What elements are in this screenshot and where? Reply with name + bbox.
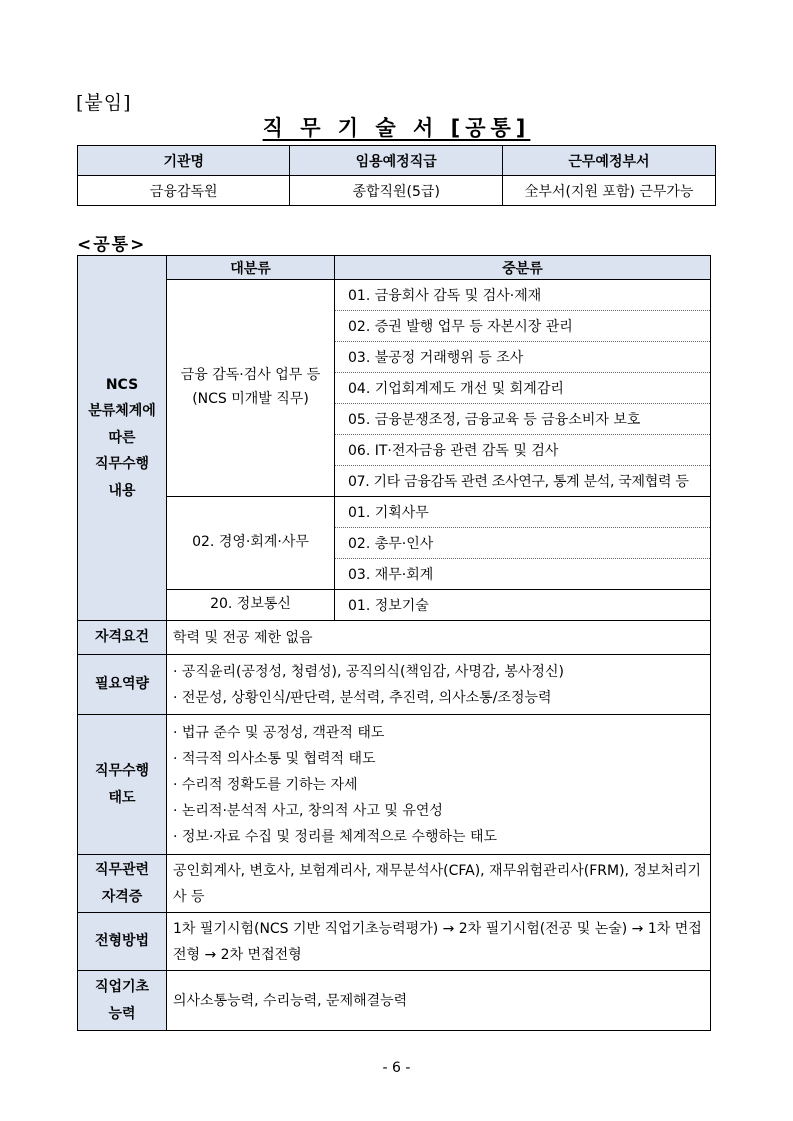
- attitude-item: · 적극적 의사소통 및 협력적 태도: [173, 750, 376, 767]
- mid-category: 03. 불공정 거래행위 등 조사: [335, 342, 711, 373]
- summary-table: [77, 145, 716, 206]
- major-category-1: 금융 감독·검사 업무 등 (NCS 미개발 직무): [167, 280, 335, 497]
- mid-category: 07. 기타 금융감독 관련 조사연구, 통계 분석, 국제협력 등: [335, 466, 711, 497]
- mid-category: 02. 증권 발행 업무 등 자본시장 관리: [335, 311, 711, 342]
- attitude-item: · 법규 준수 및 공정성, 객관적 태도: [173, 724, 385, 741]
- certificates-text: 공인회계사, 변호사, 보험계리사, 재무분석사(CFA), 재무위험관리사(FRM), 정보처리기사 등: [167, 855, 711, 913]
- mid-category: 02. 총무·인사: [335, 528, 711, 559]
- mid-category: 05. 금융분쟁조정, 금융교육 등 금융소비자 보호: [335, 404, 711, 435]
- qualification-label: 자격요건: [78, 621, 167, 655]
- attitude-item: · 정보·자료 수집 및 정리를 체계적으로 수행하는 태도: [173, 828, 498, 845]
- mid-category: 01. 금융회사 감독 및 검사·제재: [335, 280, 711, 311]
- summary-header-dept: 근무예정부서: [502, 146, 715, 176]
- qualification-text: 학력 및 전공 제한 없음: [167, 621, 711, 655]
- attitude-list: [167, 715, 711, 855]
- attitude-item: · 수리적 정확도를 기하는 자세: [173, 776, 358, 793]
- mid-category: 04. 기업회계제도 개선 및 회계감리: [335, 373, 711, 404]
- basic-ability-text: 의사소통능력, 수리능력, 문제해결능력: [167, 971, 711, 1031]
- major-category-3: 20. 정보통신: [167, 590, 335, 621]
- section-title: <공통>: [77, 235, 147, 255]
- competency-label: 필요역량: [78, 655, 167, 715]
- attitude-item: · 논리적·분석적 사고, 창의적 사고 및 유연성: [173, 802, 443, 819]
- attachment-label: [붙임]: [76, 92, 132, 114]
- summary-value-row: [78, 176, 716, 206]
- mid-category: 03. 재무·회계: [335, 559, 711, 590]
- selection-label: 전형방법: [78, 913, 167, 971]
- summary-header-grade: 임용예정직급: [290, 146, 502, 176]
- summary-value-dept: 全부서(지원 포함) 근무가능: [502, 176, 715, 206]
- competency-item: · 전문성, 상황인식/판단력, 분석력, 추진력, 의사소통/조정능력: [173, 689, 552, 706]
- mid-category: 01. 기획사무: [335, 497, 711, 528]
- page-number: - 6 -: [382, 1060, 411, 1076]
- competency-item: · 공직윤리(공정성, 청렴성), 공직의식(책임감, 사명감, 봉사정신): [173, 663, 564, 680]
- ncs-label: NCS 분류체계에 따른 직무수행 내용: [78, 256, 167, 621]
- col-header-mid: 중분류: [335, 256, 711, 280]
- summary-value-grade: 종합직원(5급): [290, 176, 502, 206]
- major-category-2: 02. 경영·회계·사무: [167, 497, 335, 590]
- document-title: [0, 112, 793, 142]
- selection-text: 1차 필기시험(NCS 기반 직업기초능력평가) → 2차 필기시험(전공 및 논술) → 1차 면접전형 → 2차 면접전형: [167, 913, 711, 971]
- job-description-table: [77, 255, 711, 1031]
- document-title-text: 직 무 기 술 서 [공통]: [262, 116, 531, 140]
- summary-header-org: 기관명: [78, 146, 290, 176]
- competency-list: [167, 655, 711, 715]
- certificates-label: 직무관련 자격증: [78, 855, 167, 913]
- col-header-major: 대분류: [167, 256, 335, 280]
- attitude-label: 직무수행 태도: [78, 715, 167, 855]
- summary-header-row: [78, 146, 716, 176]
- summary-value-org: 금융감독원: [78, 176, 290, 206]
- mid-category: 06. IT·전자금융 관련 감독 및 검사: [335, 435, 711, 466]
- mid-category: 01. 정보기술: [335, 590, 711, 621]
- basic-ability-label: 직업기초 능력: [78, 971, 167, 1031]
